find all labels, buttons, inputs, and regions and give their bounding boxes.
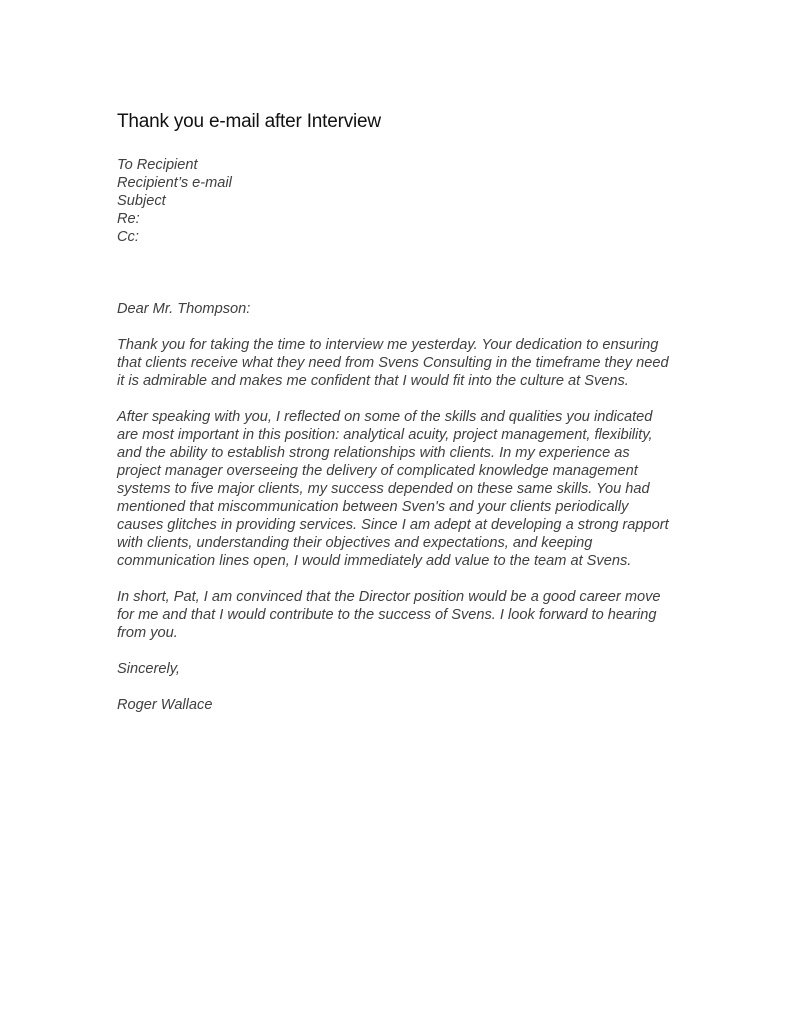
document-title: Thank you e-mail after Interview (117, 111, 381, 132)
letter-closing: Sincerely, (117, 661, 180, 677)
header-field-subject: Subject (117, 193, 166, 209)
letter-salutation: Dear Mr. Thompson: (117, 301, 251, 317)
email-header-fields (117, 156, 677, 246)
header-field-re: Re: (117, 211, 140, 227)
letter-paragraph-2: After speaking with you, I reflected on some of the skills and qualities you indicated are most important in this position: analytical acuity, project management, flexibility, and the ability to establish strong relationships with clients. In my experience as project manager overseeing the delivery of complicated knowledge management systems to five major clients, my success depended on these same skills. You had mentioned that miscommunication between Sven's and your clients periodically causes glitches in providing services. Since I am adept at developing a strong rapport with clients, understanding their objectives and expectations, and keeping communication lines open, I would immediately add value to the team at Svens. (117, 409, 669, 569)
letter-paragraph-1: Thank you for taking the time to interview me yesterday. Your dedication to ensuring that clients receive what they need from Svens Consulting in the timeframe they need it is admirable and makes me confident that I would fit into the culture at Svens. (117, 337, 669, 389)
letter-paragraph-3: In short, Pat, I am convinced that the Director position would be a good career move for me and that I would contribute to the success of Svens. I look forward to hearing from you. (117, 589, 661, 641)
letter-signature: Roger Wallace (117, 697, 213, 713)
header-field-recipient: To Recipient (117, 157, 198, 173)
header-field-recipient-email: Recipient’s e-mail (117, 175, 232, 191)
header-field-cc: Cc: (117, 229, 139, 245)
document-content (117, 110, 677, 714)
